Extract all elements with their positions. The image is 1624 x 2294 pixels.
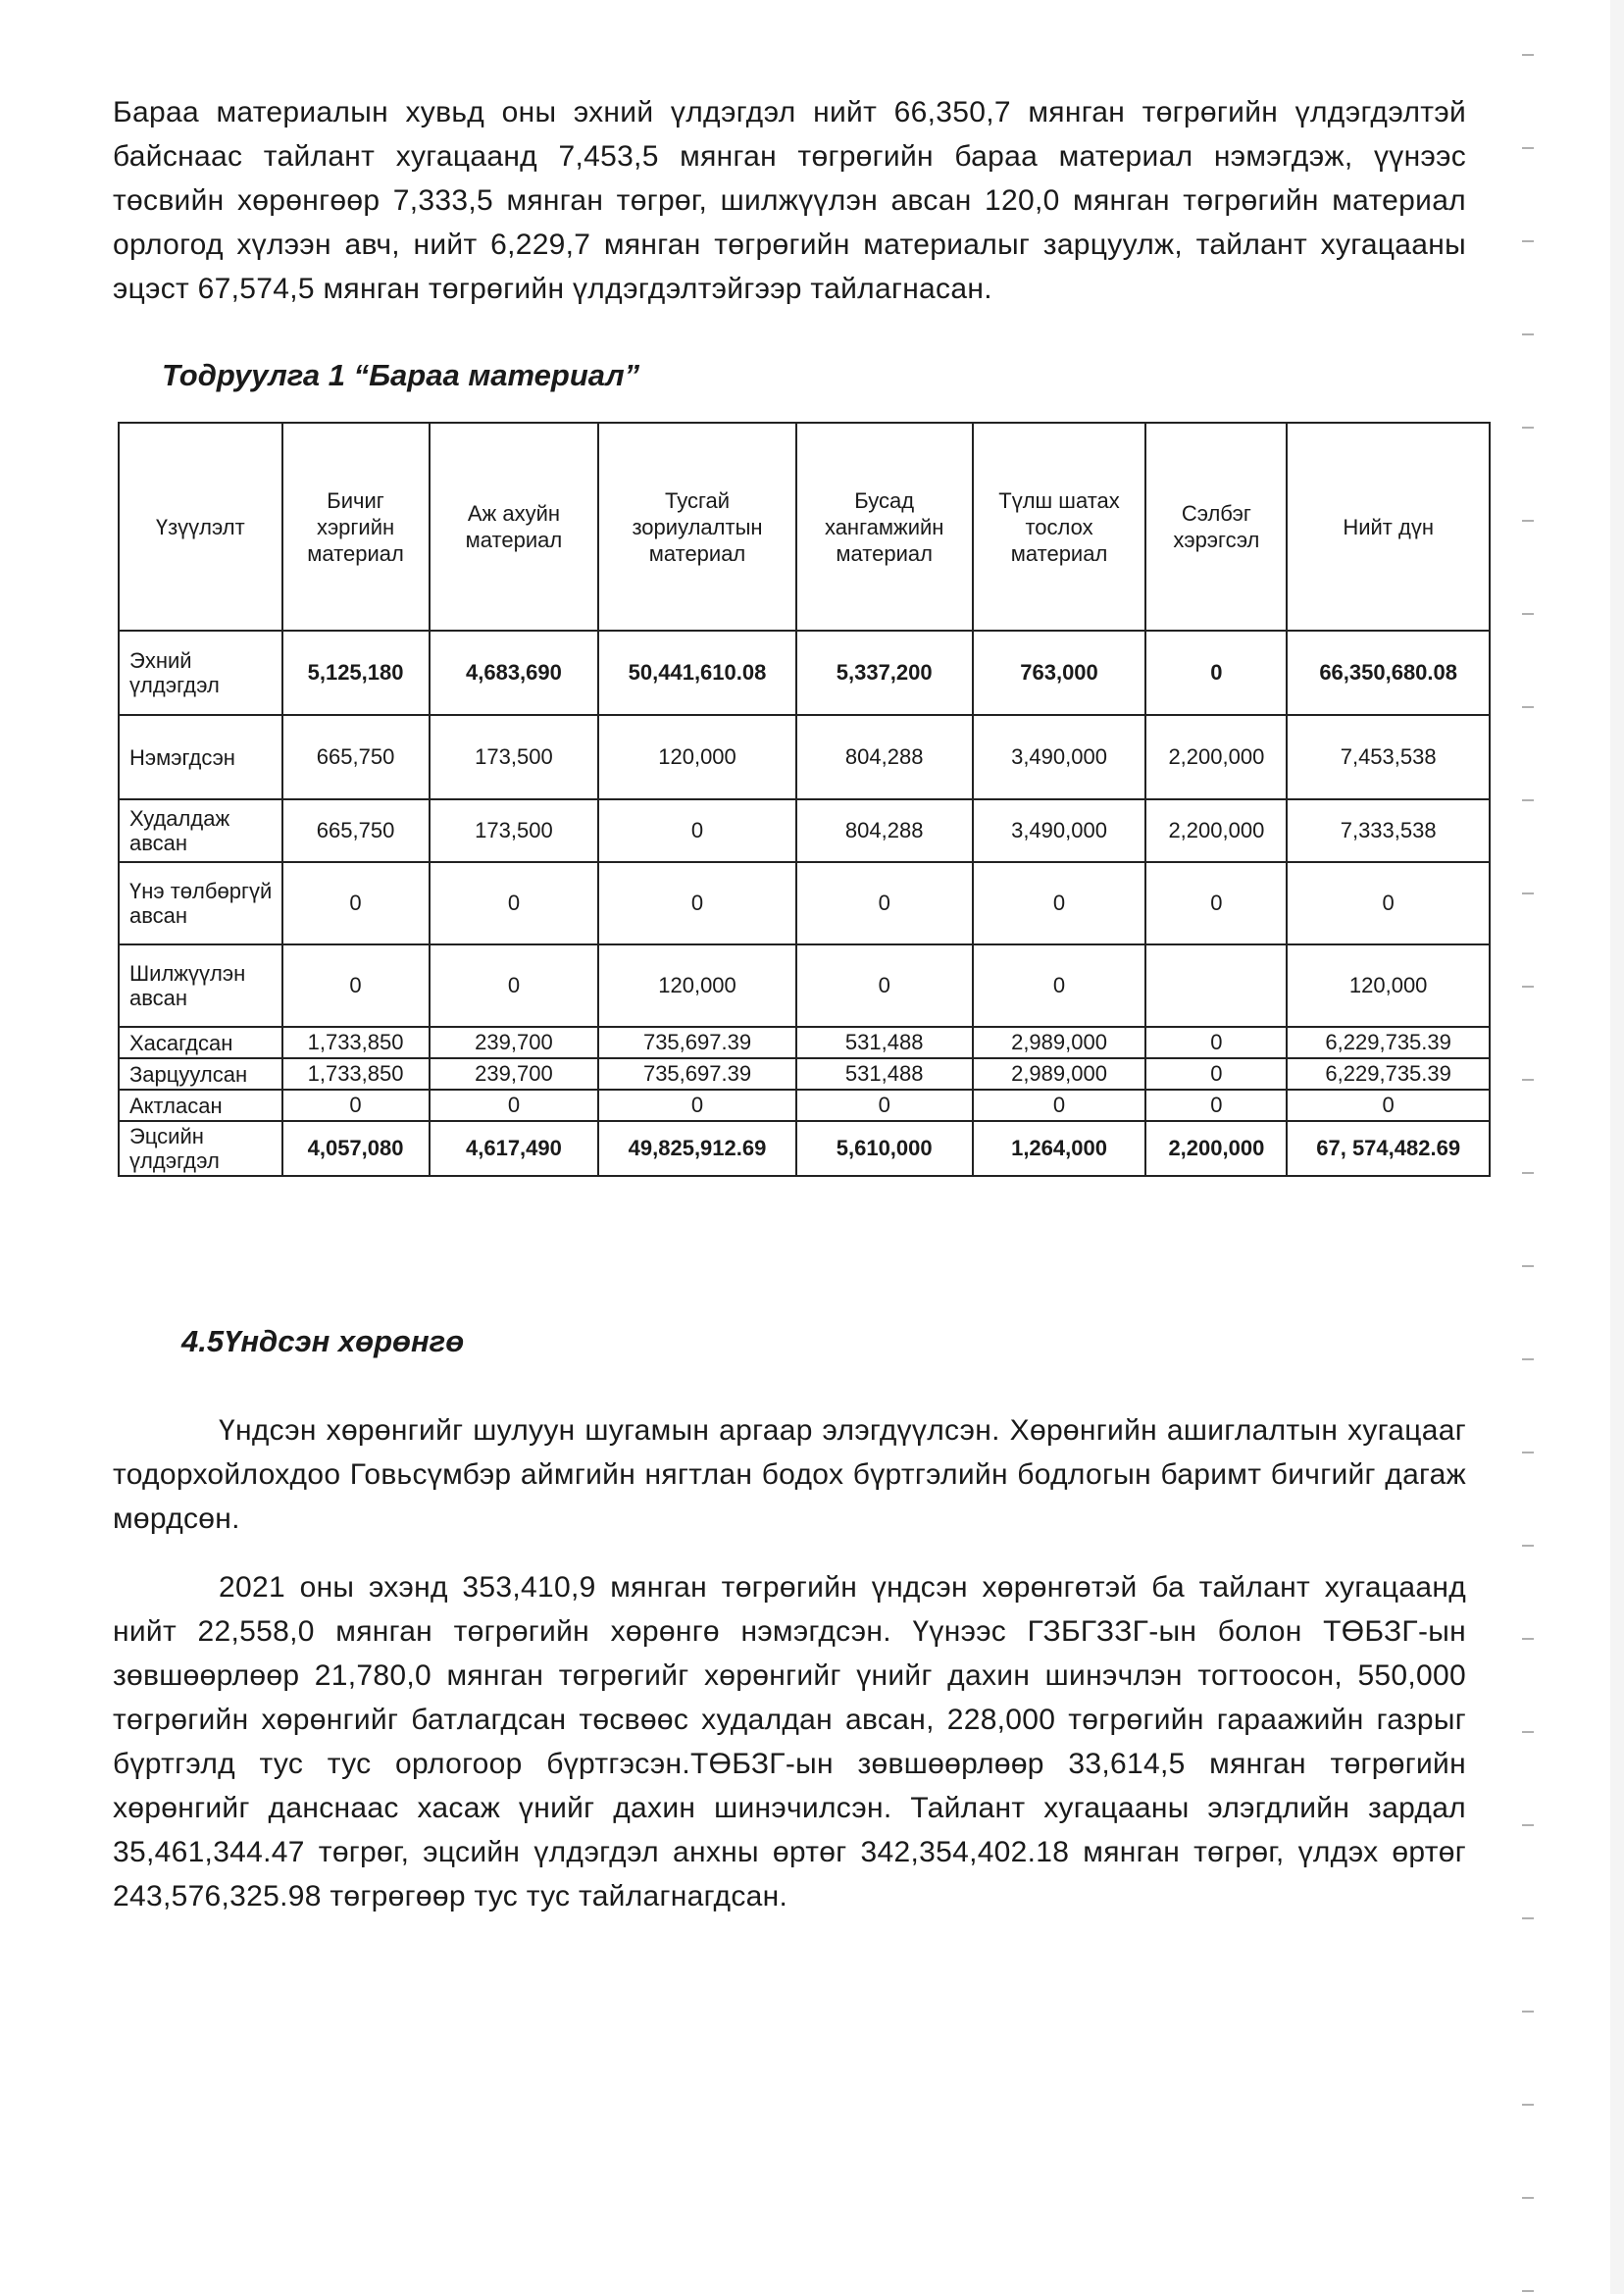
row-label: Актласан (119, 1090, 282, 1121)
header-cell: Бичиг хэргийн материал (282, 423, 430, 631)
table-cell: 0 (973, 944, 1146, 1027)
table-cell: 173,500 (430, 799, 599, 862)
table-row (119, 1090, 1490, 1121)
margin-ruler (1522, 0, 1534, 2294)
table-row (119, 862, 1490, 944)
table-cell: 4,683,690 (430, 631, 599, 715)
row-label: Хасагдсан (119, 1027, 282, 1058)
table-row (119, 944, 1490, 1027)
table-cell: 0 (282, 862, 430, 944)
table-cell: 0 (598, 799, 795, 862)
table-caption: Тодруулга 1 “Бараа материал” (162, 358, 640, 392)
header-cell: Үзүүлэлт (119, 423, 282, 631)
table-cell: 0 (282, 1090, 430, 1121)
table-cell: 120,000 (598, 944, 795, 1027)
ruler-tick (1522, 986, 1534, 988)
table-row (119, 1027, 1490, 1058)
table-cell: 5,125,180 (282, 631, 430, 715)
table-cell: 1,264,000 (973, 1121, 1146, 1176)
row-label: Үнэ төлбөргүй авсан (119, 862, 282, 944)
table-cell: 120,000 (598, 715, 795, 799)
header-cell: Сэлбэг хэрэгсэл (1145, 423, 1287, 631)
table-cell: 0 (973, 862, 1146, 944)
section-heading: 4.5Үндсэн хөрөнгө (181, 1324, 465, 1358)
ruler-tick (1522, 333, 1534, 335)
ruler-tick (1522, 1452, 1534, 1453)
table-cell: 0 (1145, 1090, 1287, 1121)
table-cell: 66,350,680.08 (1287, 631, 1490, 715)
table-cell: 0 (1145, 631, 1287, 715)
table-cell: 2,989,000 (973, 1058, 1146, 1090)
paragraph-inventory-summary: Бараа материалын хувьд оны эхний үлдэгдэл нийт 66,350,7 мянган төгрөгийн үлдэгдэлтэй байснаас тайлант хугацаанд 7,453,5 мянган төгрөгийн бараа материал нэмэгдэж, үүнээс төсвийн хөрөнгөөр 7,333,5 мянган төгрөг, шилжүүлэн авсан 120,0 мянган төгрөгийн материал орлогод хүлээн авч, нийт 6,229,7 мянган төгрөгийн материалыг зарцуулж, тайлант хугацааны эцэст 67,574,5 мянган төгрөгийн үлдэгдэлтэйгээр тайлагнасан. (113, 96, 1466, 305)
table-row (119, 715, 1490, 799)
table-cell: 50,441,610.08 (598, 631, 795, 715)
table-cell: 1,733,850 (282, 1027, 430, 1058)
table-cell: 6,229,735.39 (1287, 1058, 1490, 1090)
table-cell: 67, 574,482.69 (1287, 1121, 1490, 1176)
row-label: Нэмэгдсэн (119, 715, 282, 799)
table-cell: 0 (796, 944, 973, 1027)
row-label: Эхний үлдэгдэл (119, 631, 282, 715)
header-cell: Аж ахуйн материал (430, 423, 599, 631)
table-cell: 49,825,912.69 (598, 1121, 795, 1176)
ruler-tick (1522, 2290, 1534, 2292)
header-cell: Түлш шатах тослох материал (973, 423, 1146, 631)
header-cell: Нийт дүн (1287, 423, 1490, 631)
ruler-tick (1522, 240, 1534, 242)
table-cell: 804,288 (796, 799, 973, 862)
table-cell: 6,229,735.39 (1287, 1027, 1490, 1058)
paragraph-fixed-assets-policy: Үндсэн хөрөнгийг шулуун шугамын аргаар элэгдүүлсэн. Хөрөнгийн ашиглалтын хугацааг тодорхойлохдоо Говьсүмбэр аймгийн нягтлан бодох бүртгэлийн бодлогын баримт бичгийг дагаж мөрдсөн. (113, 1414, 1466, 1535)
table-cell: 5,610,000 (796, 1121, 973, 1176)
table-cell: 0 (973, 1090, 1146, 1121)
table-cell: 665,750 (282, 799, 430, 862)
ruler-tick (1522, 1731, 1534, 1733)
ruler-tick (1522, 1638, 1534, 1640)
ruler-tick (1522, 520, 1534, 522)
table-cell: 239,700 (430, 1027, 599, 1058)
ruler-tick (1522, 1917, 1534, 1919)
table-cell: 3,490,000 (973, 715, 1146, 799)
table-header-row (119, 423, 1490, 631)
ruler-tick (1522, 613, 1534, 615)
table-cell: 0 (796, 1090, 973, 1121)
row-label: Зарцуулсан (119, 1058, 282, 1090)
table-cell: 2,200,000 (1145, 715, 1287, 799)
table-cell: 120,000 (1287, 944, 1490, 1027)
table-cell: 0 (1145, 862, 1287, 944)
table-cell: 0 (1287, 862, 1490, 944)
inventory-table (118, 422, 1491, 1177)
table-cell: 2,989,000 (973, 1027, 1146, 1058)
ruler-tick (1522, 2011, 1534, 2013)
ruler-tick (1522, 892, 1534, 894)
table-cell: 0 (282, 944, 430, 1027)
ruler-tick (1522, 706, 1534, 708)
table-cell: 0 (1287, 1090, 1490, 1121)
ruler-tick (1522, 1079, 1534, 1081)
scan-edge (1610, 0, 1624, 2294)
table-row (119, 799, 1490, 862)
table-cell: 2,200,000 (1145, 799, 1287, 862)
table-cell: 0 (430, 1090, 599, 1121)
ruler-tick (1522, 1545, 1534, 1547)
table-cell: 1,733,850 (282, 1058, 430, 1090)
table-cell: 0 (430, 944, 599, 1027)
table-cell: 5,337,200 (796, 631, 973, 715)
table-cell: 735,697.39 (598, 1058, 795, 1090)
ruler-tick (1522, 1172, 1534, 1174)
table-cell: 0 (598, 1090, 795, 1121)
table-cell: 4,617,490 (430, 1121, 599, 1176)
table-cell: 0 (1145, 1058, 1287, 1090)
table-row (119, 1121, 1490, 1176)
table-cell: 531,488 (796, 1027, 973, 1058)
table-cell: 763,000 (973, 631, 1146, 715)
table-cell: 4,057,080 (282, 1121, 430, 1176)
ruler-tick (1522, 2197, 1534, 2199)
table-cell: 3,490,000 (973, 799, 1146, 862)
row-label: Эцсийн үлдэгдэл (119, 1121, 282, 1176)
table-cell: 0 (796, 862, 973, 944)
ruler-tick (1522, 799, 1534, 801)
table-cell: 0 (1145, 1027, 1287, 1058)
ruler-tick (1522, 147, 1534, 149)
table-row (119, 1058, 1490, 1090)
ruler-tick (1522, 54, 1534, 56)
header-cell: Бусад хангамжийн материал (796, 423, 973, 631)
ruler-tick (1522, 2104, 1534, 2106)
table-cell: 2,200,000 (1145, 1121, 1287, 1176)
table-cell: 239,700 (430, 1058, 599, 1090)
table-cell: 804,288 (796, 715, 973, 799)
header-cell: Тусгай зориулалтын материал (598, 423, 795, 631)
table-cell (1145, 944, 1287, 1027)
ruler-tick (1522, 427, 1534, 429)
ruler-tick (1522, 1358, 1534, 1360)
table-cell: 173,500 (430, 715, 599, 799)
ruler-tick (1522, 1265, 1534, 1267)
table-cell: 735,697.39 (598, 1027, 795, 1058)
table-cell: 0 (598, 862, 795, 944)
paragraph-fixed-assets-movement: 2021 оны эхэнд 353,410,9 мянган төгрөгийн үндсэн хөрөнгөтэй ба тайлант хугацаанд нийт 22,558,0 мянган төгрөгийн хөрөнгө нэмэгдсэн. Үүнээс ГЗБГЗЗГ-ын болон ТӨБЗГ-ын зөвшөөрлөөр 21,780,0 мянган төгрөгийг хөрөнгийг үнийг дахин шинэчлэн тогтоосон, 550,000 төгрөгийн хөрөнгийг батлагдсан төсвөөс худалдан авсан, 228,000 төгрөгийн гараажийн газрыг бүртгэлд тус тус орлогоор бүртгэсэн.ТӨБЗГ-ын зөвшөөрлөөр 33,614,5 мянган төгрөгийн хөрөнгийг данснаас хасаж үнийг дахин шинэчилсэн. Тайлант хугацааны элэгдлийн зардал 35,461,344.47 төгрөг, эцсийн үлдэгдэл анхны өртөг 342,354,402.18 мянган төгрөг, үлдэх өртөг 243,576,325.98 төгрөгөөр тус тус тайлагнагдсан. (113, 1571, 1466, 1912)
table-cell: 531,488 (796, 1058, 973, 1090)
table-cell: 7,333,538 (1287, 799, 1490, 862)
row-label: Шилжүүлэн авсан (119, 944, 282, 1027)
table-cell: 0 (430, 862, 599, 944)
row-label: Худалдаж авсан (119, 799, 282, 862)
table-cell: 7,453,538 (1287, 715, 1490, 799)
table-row (119, 631, 1490, 715)
table-cell: 665,750 (282, 715, 430, 799)
ruler-tick (1522, 1824, 1534, 1826)
